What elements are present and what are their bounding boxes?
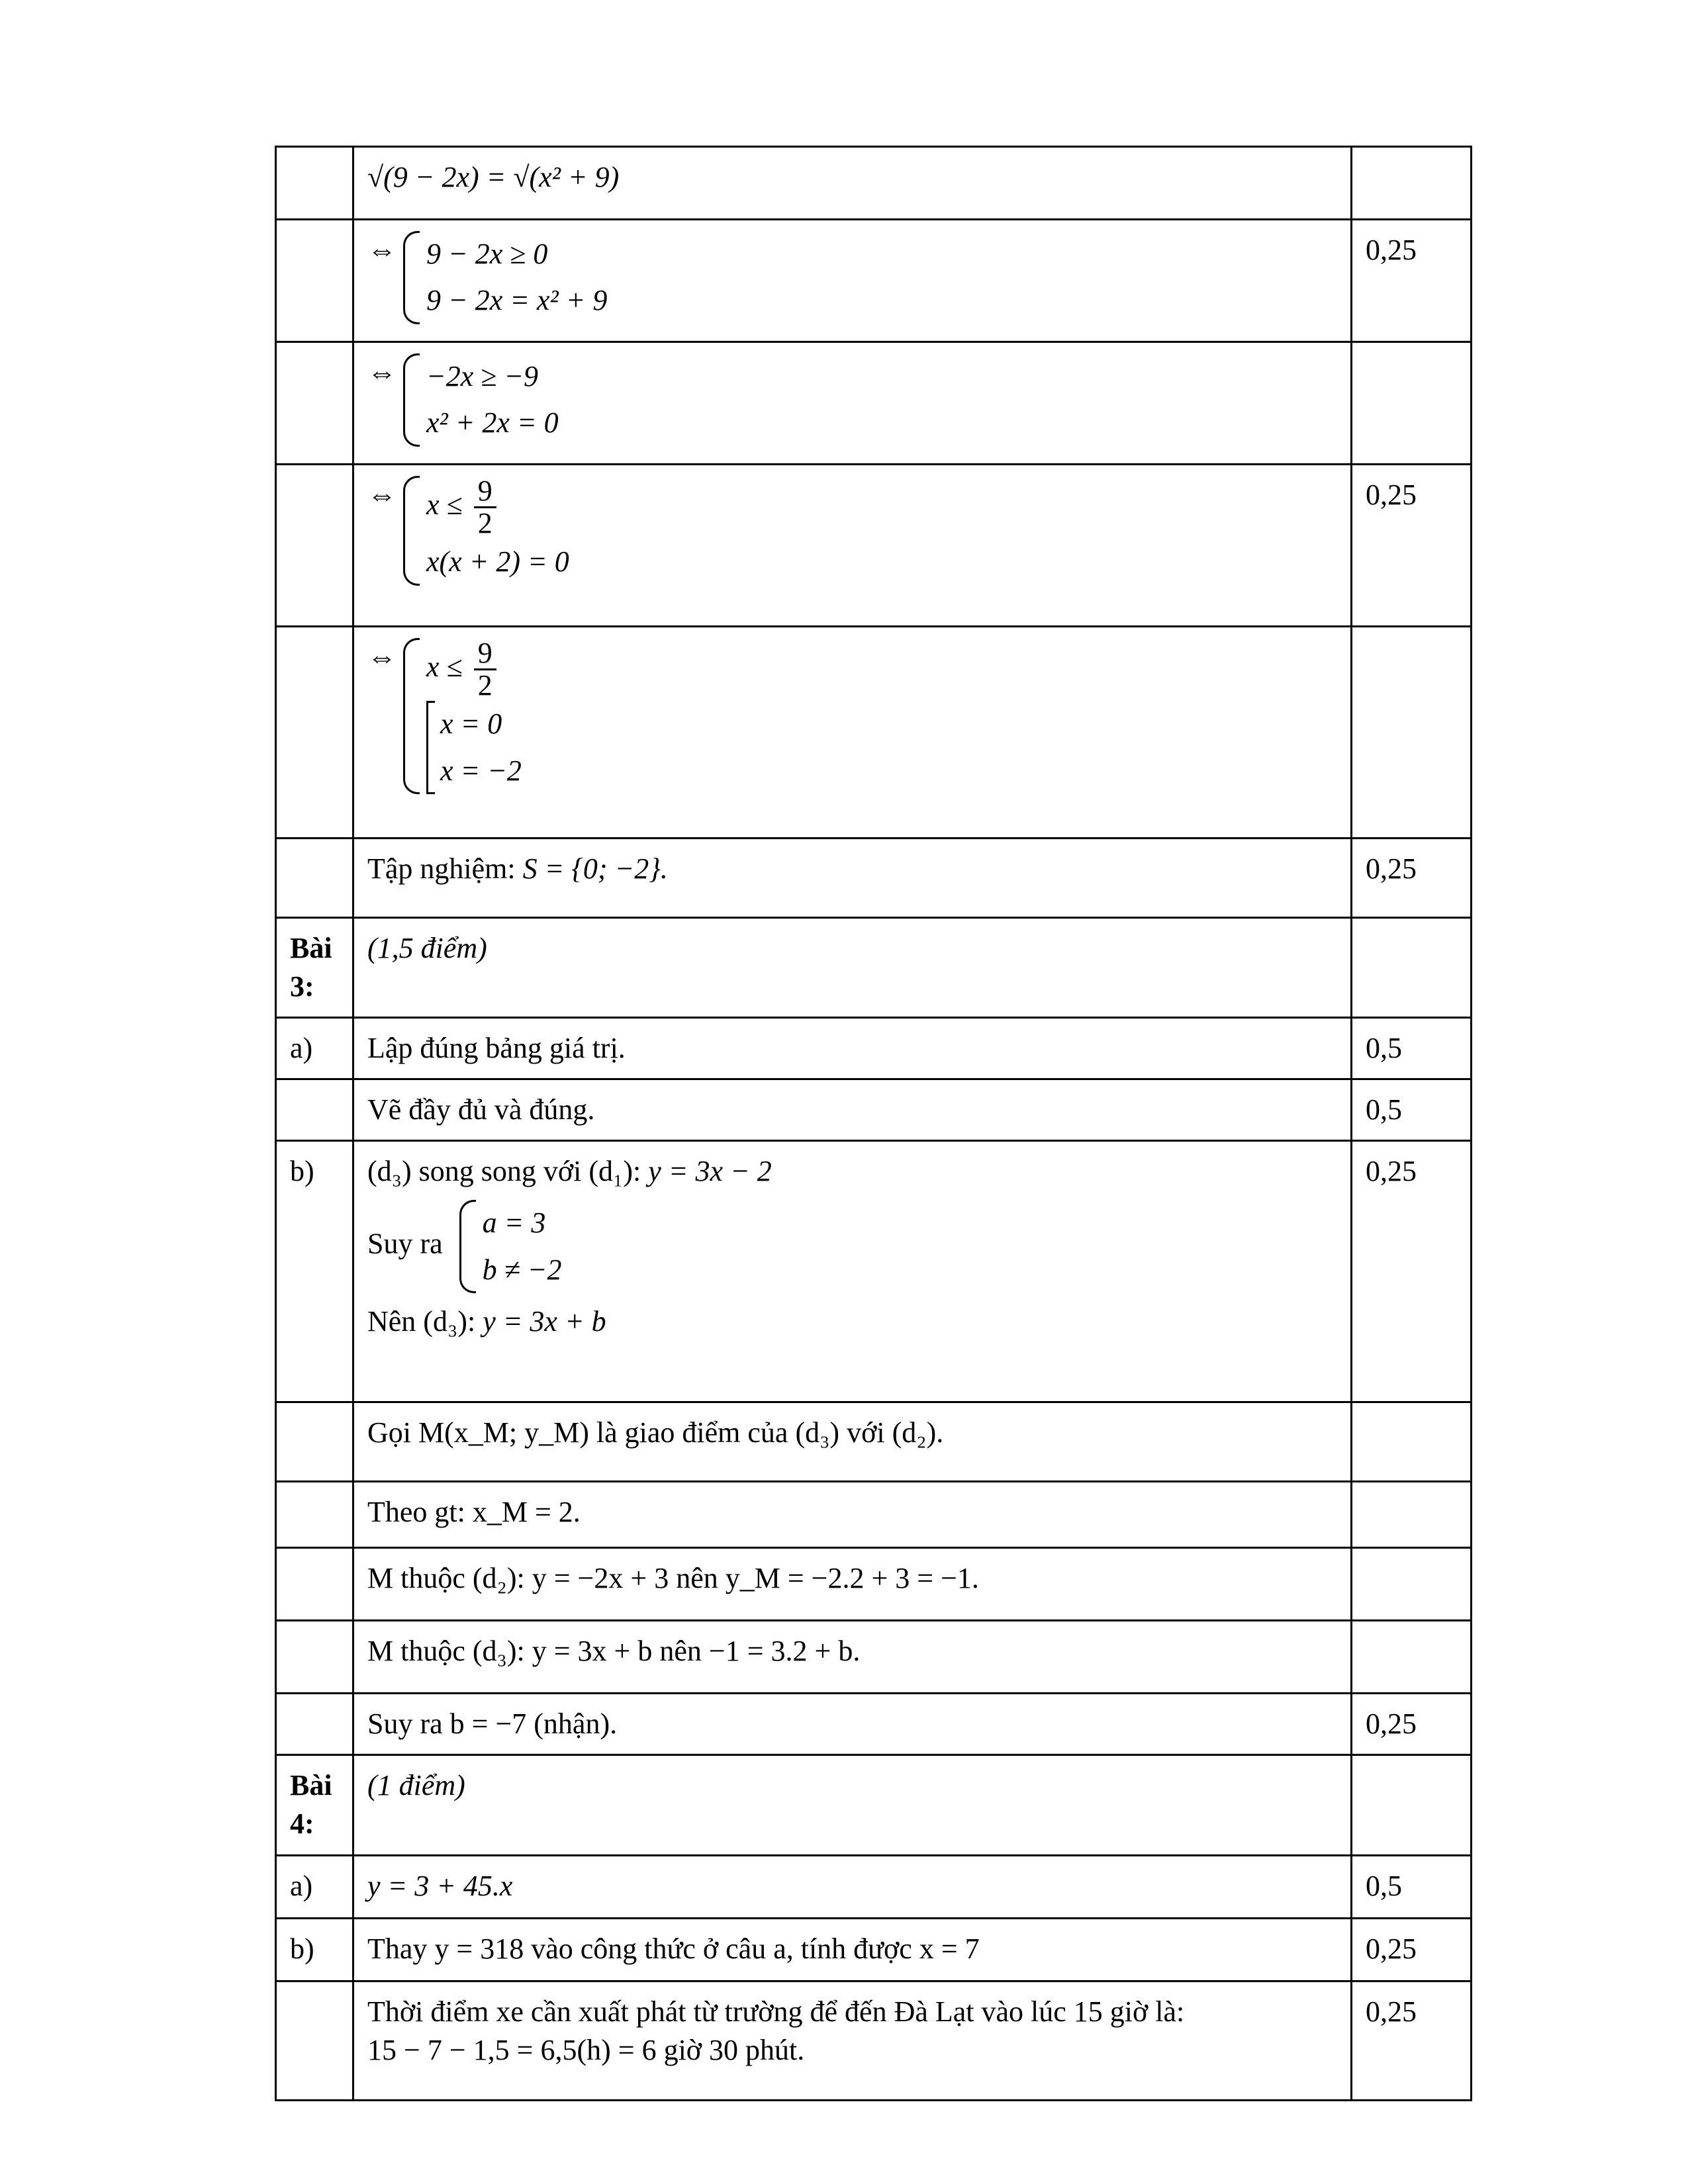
system-line: b ≠ −2 (482, 1253, 562, 1286)
section-title: Bài 4: (276, 1755, 353, 1855)
table-row (276, 1694, 1472, 1755)
brace (403, 638, 420, 794)
answer-key-table (275, 146, 1472, 2101)
score-cell: 0,5 (1352, 1079, 1472, 1141)
equation-system (459, 1200, 562, 1293)
system-line: a = 3 (482, 1206, 546, 1240)
fraction: $\frac{9}{2}$ (474, 638, 496, 701)
score-cell (1352, 342, 1472, 465)
case-line: x = 0 (440, 707, 502, 741)
table-row (276, 1141, 1472, 1402)
score-cell: 0,25 (1352, 465, 1472, 627)
table-row (276, 627, 1472, 839)
table-row (276, 220, 1472, 342)
content-cell: y = 3 + 45.x (353, 1855, 1352, 1918)
equivalence-symbol: ⇔ (367, 356, 397, 388)
table-row (276, 918, 1472, 1018)
table-row (276, 839, 1472, 918)
label-cell (276, 147, 353, 220)
bracket (426, 701, 435, 794)
content-cell: Vẽ đầy đủ và đúng. (353, 1079, 1352, 1141)
content-cell (353, 220, 1352, 342)
table-row (276, 147, 1472, 220)
score-cell: 0,5 (1352, 1018, 1472, 1079)
content-cell: Lập đúng bảng giá trị. (353, 1018, 1352, 1079)
score-cell (1352, 627, 1472, 839)
system-line: x ≤ $\frac{9}{2}$ (426, 476, 569, 539)
equation: √(9 − 2x) = √(x² + 9) (367, 161, 620, 193)
score-cell: 0,25 (1352, 1694, 1472, 1755)
table-row (276, 1018, 1472, 1079)
brace (403, 476, 420, 586)
content-cell: Gọi M(x_M; y_M) là giao điểm của (d₃) với (d₂). (353, 1402, 1352, 1482)
score-cell: 0,5 (1352, 1855, 1472, 1918)
score-cell: 0,25 (1352, 839, 1472, 918)
table-row (276, 1981, 1472, 2100)
score-cell: 0,25 (1352, 1141, 1472, 1402)
part-label: a) (276, 1018, 353, 1079)
table-row (276, 465, 1472, 627)
content-cell: Thay y = 318 vào công thức ở câu a, tính được x = 7 (353, 1918, 1352, 1981)
table-row (276, 1621, 1472, 1694)
table-row (276, 1402, 1472, 1482)
content-cell (353, 839, 1352, 918)
content-cell: Suy ra b = −7 (nhận). (353, 1694, 1352, 1755)
table-row (276, 1755, 1472, 1855)
section-title: Bài 3: (276, 918, 353, 1018)
table-row (276, 1918, 1472, 1981)
content-cell (353, 147, 1352, 220)
score-cell (1352, 147, 1472, 220)
equivalence-symbol: ⇔ (367, 478, 397, 511)
content-cell: Thời điểm xe cần xuất phát từ trường để đến Đà Lạt vào lúc 15 giờ là: 15 − 7 − 1,5 = 6,5(h) = 6 giờ 30 phút. (353, 1981, 1352, 2100)
table-row (276, 1079, 1472, 1141)
score-cell: 0,25 (1352, 1981, 1472, 2100)
case-bracket (426, 701, 522, 794)
equation-system (367, 353, 559, 447)
content-cell (353, 342, 1352, 465)
part-label: b) (276, 1918, 353, 1981)
section-points: (1,5 điểm) (353, 918, 1352, 1018)
brace (459, 1200, 476, 1293)
brace (403, 231, 420, 324)
equation-system (367, 231, 607, 324)
table-row (276, 342, 1472, 465)
score-cell: 0,25 (1352, 220, 1472, 342)
content-cell (353, 465, 1352, 627)
equivalence-symbol: ⇔ (367, 641, 397, 673)
table-row (276, 1855, 1472, 1918)
fraction: $\frac{9}{2}$ (474, 476, 496, 539)
part-label: b) (276, 1141, 353, 1402)
brace (403, 353, 420, 447)
equation-system (367, 638, 522, 794)
section-points: (1 điểm) (353, 1755, 1352, 1855)
system-line: 9 − 2x = x² + 9 (426, 284, 608, 317)
score-cell: 0,25 (1352, 1918, 1472, 1981)
system-line: x(x + 2) = 0 (426, 545, 569, 578)
table-row (276, 1548, 1472, 1621)
case-line: x = −2 (440, 754, 522, 787)
system-line: 9 − 2x ≥ 0 (426, 238, 548, 270)
solution-set: S = {0; −2}. (522, 852, 668, 885)
equation-system (367, 476, 569, 586)
system-line: x ≤ $\frac{9}{2}$ (426, 638, 522, 701)
equivalence-symbol: ⇔ (367, 234, 397, 266)
content-cell: Theo gt: x_M = 2. (353, 1482, 1352, 1548)
content-cell: (d₃) song song với (d₁): y = 3x − 2 Suy ra a = 3 b ≠ −2 Nên (d₃): y = 3x + b (353, 1141, 1352, 1402)
part-label: a) (276, 1855, 353, 1918)
solution-set-label: Tập nghiệm: (367, 852, 516, 885)
content-cell (353, 627, 1352, 839)
content-cell: M thuộc (d₂): y = −2x + 3 nên y_M = −2.2 + 3 = −1. (353, 1548, 1352, 1621)
system-line: x² + 2x = 0 (426, 406, 559, 439)
system-line: −2x ≥ −9 (426, 360, 539, 392)
table-row (276, 1482, 1472, 1548)
content-cell: M thuộc (d₃): y = 3x + b nên −1 = 3.2 + b. (353, 1621, 1352, 1694)
